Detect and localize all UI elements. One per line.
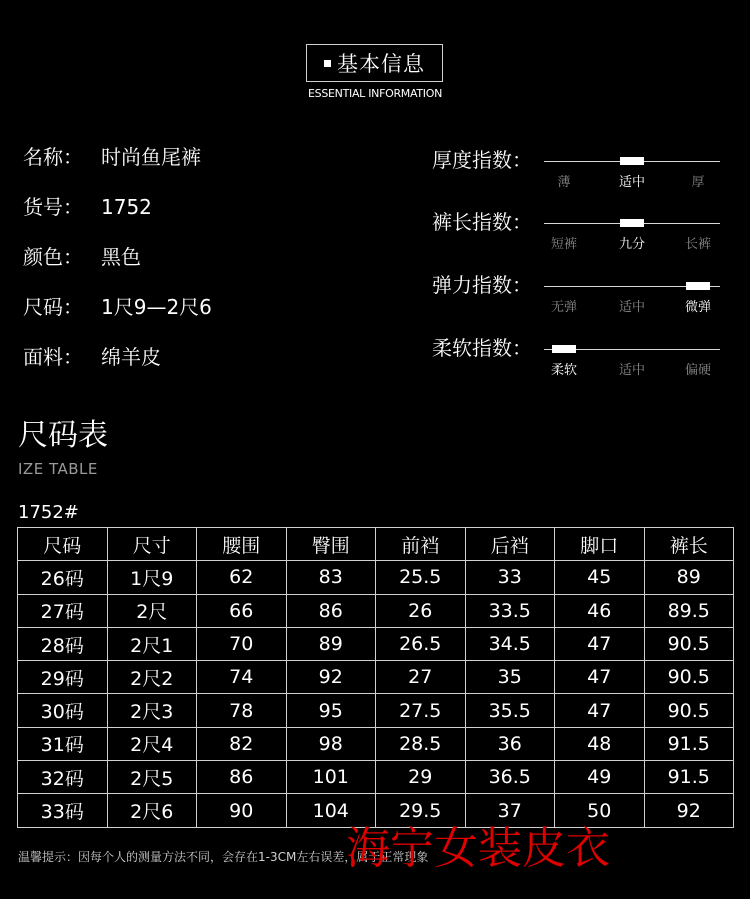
table-cell: 26 <box>376 594 466 627</box>
table-header-cell: 裤长 <box>644 528 734 561</box>
info-row <box>23 293 212 321</box>
info-label: 面料： <box>23 345 83 369</box>
table-row <box>18 627 734 660</box>
table-cell: 37 <box>465 794 555 827</box>
square-bullet-icon <box>324 60 331 67</box>
table-cell: 89 <box>644 561 734 594</box>
table-cell: 86 <box>286 594 376 627</box>
section-title-box <box>306 44 443 82</box>
info-label: 颜色： <box>23 245 83 269</box>
info-value: 1尺9—2尺6 <box>101 295 212 319</box>
index-row <box>432 147 732 197</box>
table-cell: 2尺1 <box>107 627 197 660</box>
table-row <box>18 561 734 594</box>
table-cell: 25.5 <box>376 561 466 594</box>
index-label: 弹力指数： <box>432 273 532 297</box>
index-option: 柔软 <box>550 363 577 378</box>
table-cell: 47 <box>555 627 645 660</box>
info-row <box>23 143 201 171</box>
table-cell: 47 <box>555 694 645 727</box>
size-table-subtitle: IZE TABLE <box>18 460 98 478</box>
table-cell: 50 <box>555 794 645 827</box>
section-title: 基本信息 <box>337 52 425 76</box>
index-option: 厚 <box>691 175 705 190</box>
table-row <box>18 594 734 627</box>
size-table-title: 尺码表 <box>18 418 108 453</box>
index-label: 柔软指数： <box>432 336 532 360</box>
table-cell: 33码 <box>18 794 108 827</box>
table-cell: 31码 <box>18 727 108 760</box>
table-cell: 35 <box>465 661 555 694</box>
table-cell: 91.5 <box>644 727 734 760</box>
info-value: 时尚鱼尾裤 <box>101 145 201 169</box>
table-cell: 29 <box>376 761 466 794</box>
size-table <box>17 527 734 828</box>
index-option: 薄 <box>557 175 571 190</box>
table-cell: 46 <box>555 594 645 627</box>
info-label: 尺码： <box>23 295 83 319</box>
table-cell: 49 <box>555 761 645 794</box>
index-option: 九分 <box>618 237 645 252</box>
table-cell: 27.5 <box>376 694 466 727</box>
index-option: 长裤 <box>684 237 711 252</box>
info-row <box>23 193 152 221</box>
table-header-cell: 尺寸 <box>107 528 197 561</box>
table-cell: 48 <box>555 727 645 760</box>
table-cell: 92 <box>644 794 734 827</box>
table-cell: 104 <box>286 794 376 827</box>
table-cell: 36.5 <box>465 761 555 794</box>
table-cell: 89.5 <box>644 594 734 627</box>
table-cell: 29.5 <box>376 794 466 827</box>
table-header-row <box>18 528 734 561</box>
table-cell: 30码 <box>18 694 108 727</box>
table-cell: 2尺2 <box>107 661 197 694</box>
info-row <box>23 343 161 371</box>
table-cell: 86 <box>197 761 287 794</box>
info-value: 1752 <box>101 195 152 219</box>
table-cell: 34.5 <box>465 627 555 660</box>
table-cell: 29码 <box>18 661 108 694</box>
index-option: 适中 <box>618 175 645 190</box>
index-label: 裤长指数： <box>432 210 532 234</box>
index-option: 偏硬 <box>684 363 711 378</box>
table-cell: 92 <box>286 661 376 694</box>
index-marker <box>552 345 576 353</box>
index-option: 无弹 <box>550 300 577 315</box>
table-row <box>18 661 734 694</box>
table-cell: 90.5 <box>644 627 734 660</box>
table-cell: 82 <box>197 727 287 760</box>
table-header-cell: 臀围 <box>286 528 376 561</box>
table-header-cell: 脚口 <box>555 528 645 561</box>
table-cell: 101 <box>286 761 376 794</box>
table-cell: 26.5 <box>376 627 466 660</box>
table-cell: 90 <box>197 794 287 827</box>
table-cell: 90.5 <box>644 661 734 694</box>
model-number: 1752# <box>18 502 79 523</box>
table-cell: 98 <box>286 727 376 760</box>
table-cell: 70 <box>197 627 287 660</box>
table-cell: 2尺3 <box>107 694 197 727</box>
table-cell: 28.5 <box>376 727 466 760</box>
table-cell: 90.5 <box>644 694 734 727</box>
table-cell: 27 <box>376 661 466 694</box>
table-cell: 36 <box>465 727 555 760</box>
index-marker <box>686 282 710 290</box>
table-row <box>18 727 734 760</box>
table-cell: 33 <box>465 561 555 594</box>
table-header-cell: 前裆 <box>376 528 466 561</box>
table-cell: 45 <box>555 561 645 594</box>
index-label: 厚度指数： <box>432 148 532 172</box>
watermark-text: 海宁女装皮衣 <box>346 823 610 874</box>
table-header-cell: 尺码 <box>18 528 108 561</box>
index-row <box>432 209 732 259</box>
index-option: 微弹 <box>684 300 711 315</box>
index-row <box>432 335 732 385</box>
table-cell: 95 <box>286 694 376 727</box>
table-row <box>18 694 734 727</box>
table-cell: 32码 <box>18 761 108 794</box>
index-row <box>432 272 732 322</box>
table-cell: 2尺5 <box>107 761 197 794</box>
table-cell: 89 <box>286 627 376 660</box>
table-cell: 91.5 <box>644 761 734 794</box>
table-cell: 62 <box>197 561 287 594</box>
info-label: 名称： <box>23 145 83 169</box>
table-cell: 1尺9 <box>107 561 197 594</box>
table-cell: 74 <box>197 661 287 694</box>
table-cell: 28码 <box>18 627 108 660</box>
section-subtitle: ESSENTIAL INFORMATION <box>307 87 443 100</box>
index-option: 适中 <box>618 363 645 378</box>
table-cell: 2尺6 <box>107 794 197 827</box>
info-row <box>23 243 141 271</box>
table-header-cell: 后裆 <box>465 528 555 561</box>
info-label: 货号： <box>23 195 83 219</box>
info-value: 绵羊皮 <box>101 345 161 369</box>
table-cell: 35.5 <box>465 694 555 727</box>
table-cell: 27码 <box>18 594 108 627</box>
index-marker <box>620 157 644 165</box>
table-cell: 78 <box>197 694 287 727</box>
measurement-note: 温馨提示：因每个人的测量方法不同，会存在1-3CM左右误差，属于正常现象 <box>18 850 429 864</box>
table-header-cell: 腰围 <box>197 528 287 561</box>
table-cell: 33.5 <box>465 594 555 627</box>
index-option: 适中 <box>618 300 645 315</box>
index-marker <box>620 219 644 227</box>
table-cell: 66 <box>197 594 287 627</box>
table-cell: 83 <box>286 561 376 594</box>
table-cell: 47 <box>555 661 645 694</box>
table-row <box>18 761 734 794</box>
index-option: 短裤 <box>550 237 577 252</box>
table-cell: 2尺4 <box>107 727 197 760</box>
table-cell: 26码 <box>18 561 108 594</box>
info-value: 黑色 <box>101 245 141 269</box>
table-cell: 2尺 <box>107 594 197 627</box>
